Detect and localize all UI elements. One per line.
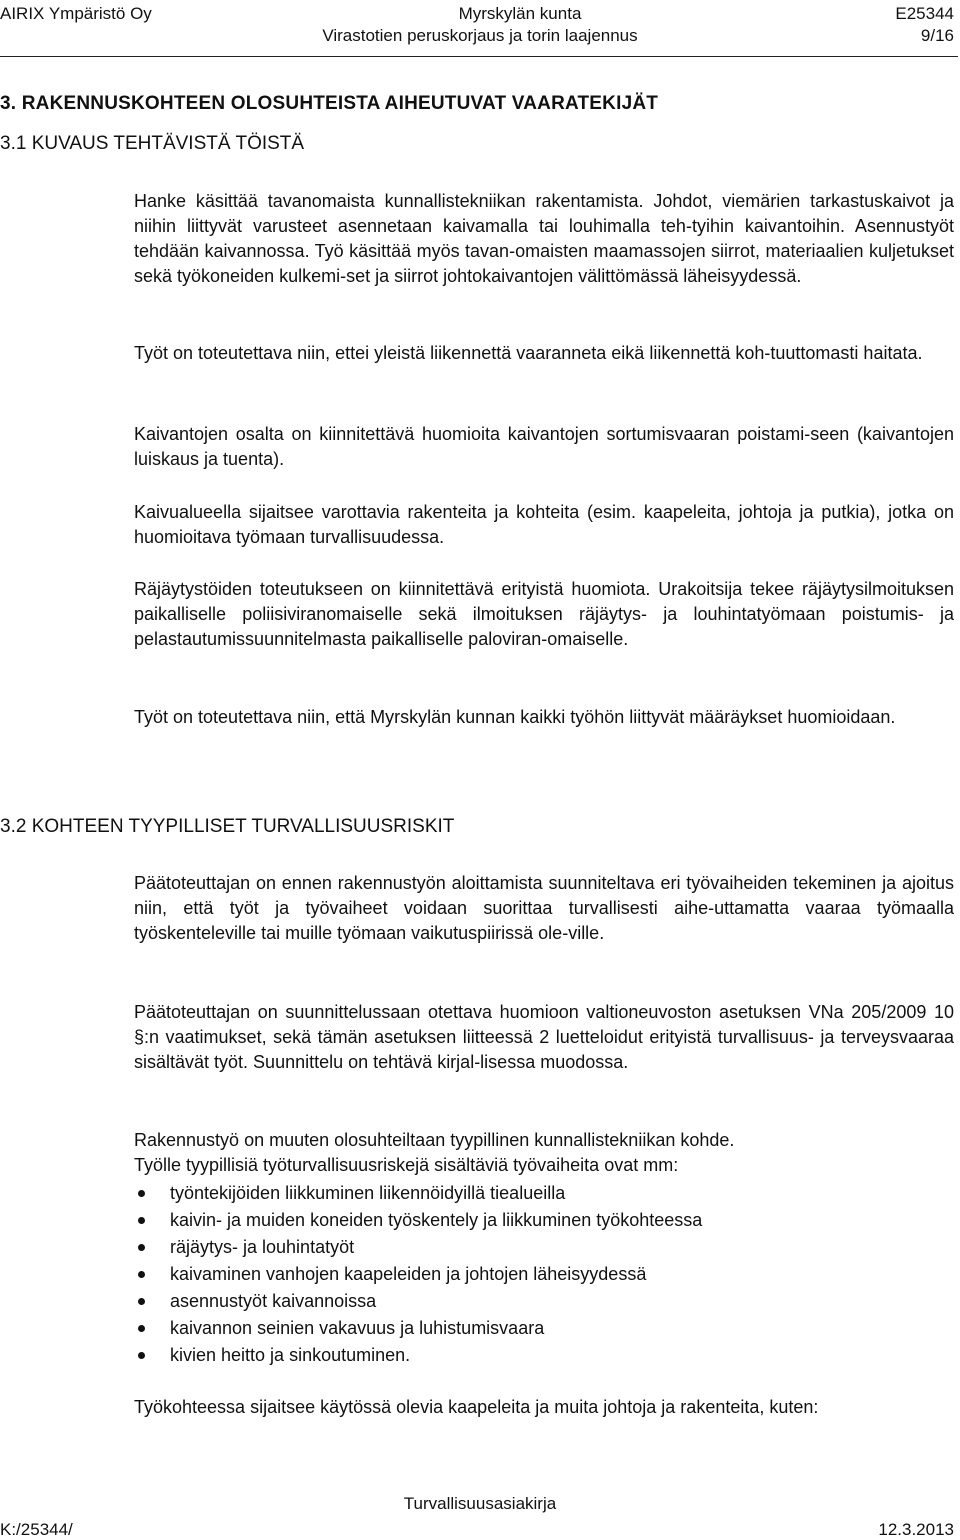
header-page-number: 9/16 bbox=[920, 26, 954, 45]
bullet-icon bbox=[138, 1325, 145, 1332]
list-item: asennustyöt kaivannoissa bbox=[134, 1288, 954, 1315]
risk-list bbox=[134, 1180, 954, 1369]
list-item: kaivin- ja muiden koneiden työskentely ja liikkuminen työkohteessa bbox=[134, 1207, 954, 1234]
header-project-no: E25344 bbox=[895, 4, 954, 23]
bullet-icon bbox=[138, 1352, 145, 1359]
list-item: työntekijöiden liikkuminen liikennöidyillä tiealueilla bbox=[134, 1180, 954, 1207]
footer-doc-title: Turvallisuusasiakirja bbox=[403, 1494, 557, 1513]
header-row-1 bbox=[0, 3, 960, 25]
list-item: kaivannon seinien vakavuus ja luhistumisvaara bbox=[134, 1315, 954, 1342]
footer-date: 12.3.2013 bbox=[878, 1520, 954, 1539]
list-item: kaivaminen vanhojen kaapeleiden ja johtojen läheisyydessä bbox=[134, 1261, 954, 1288]
bullet-icon bbox=[138, 1298, 145, 1305]
section-3-2-paragraph-1: Päätoteuttajan on ennen rakennustyön aloittamista suunniteltava eri työvaiheiden tekeminen ja ajoitus niin, että työt ja työvaiheet voidaan suorittaa turvallisesti aihe-uttamatta vaaraa työmaalla työskenteleville tai muille työmaan vaikutuspiirissä ole-ville. bbox=[134, 873, 954, 943]
header-row-2 bbox=[0, 25, 960, 47]
header-company: AIRIX Ympäristö Oy bbox=[0, 4, 152, 23]
header-project-name: Virastotien peruskorjaus ja torin laajennus bbox=[322, 26, 638, 45]
section-3-1-title: 3.1 KUVAUS TEHTÄVISTÄ TÖISTÄ bbox=[0, 133, 305, 154]
section-3-1-paragraph-1: Hanke käsittää tavanomaista kunnallistekniikan rakentamista. Johdot, viemärien tarkastuskaivot ja niihin liittyvät varusteet asennetaan kaivamalla tai louhimalla teh-tyihin kaivantoihin. Asennustyöt tehdään kaivannossa. Työ käsittää myös tavan-omaisten maamassojen siirrot, materiaalien kuljetukset sekä työkoneiden kulkemi-set ja siirrot johtokaivantojen välittömässä läheisyydessä. bbox=[134, 191, 954, 286]
section-3-2-title: 3.2 KOHTEEN TYYPILLISET TURVALLISUUSRISKIT bbox=[0, 816, 455, 837]
header-client: Myrskylän kunta bbox=[458, 4, 582, 23]
section-3-1-paragraph-2: Työt on toteutettava niin, ettei yleistä liikennettä vaaranneta eikä liikennettä koh-tuuttomasti haitata. bbox=[134, 343, 923, 363]
section-3-title: 3. RAKENNUSKOHTEEN OLOSUHTEISTA AIHEUTUVAT VAARATEKIJÄT bbox=[0, 93, 659, 114]
footer bbox=[0, 1494, 960, 1540]
section-3-2-closing: Työkohteessa sijaitsee käytössä olevia kaapeleita ja muita johtoja ja rakenteita, kuten: bbox=[134, 1397, 819, 1417]
bullet-icon bbox=[138, 1217, 145, 1224]
section-3-1-paragraph-5: Räjäytystöiden toteutukseen on kiinnitettävä erityistä huomiota. Urakoitsija tekee räjäytysilmoituksen paikalliselle poliisiviranomaiselle sekä ilmoituksen räjäytys- ja louhintatyömaan poistumis- ja pelastautumissuunnitelmasta paikalliselle paloviran-omaiselle. bbox=[134, 579, 954, 649]
section-3-2-intro-line-2: Työlle tyypillisiä työturvallisuusriskejä sisältäviä työvaiheita ovat mm: bbox=[134, 1155, 679, 1175]
section-3-1-paragraph-3: Kaivantojen osalta on kiinnitettävä huomioita kaivantojen sortumisvaaran poistami-seen (kaivantojen luiskaus ja tuenta). bbox=[134, 424, 954, 469]
section-3-2-intro bbox=[134, 1128, 954, 1178]
header-divider bbox=[0, 56, 958, 57]
list-item: kivien heitto ja sinkoutuminen. bbox=[134, 1342, 954, 1369]
footer-path: K:/25344/ bbox=[0, 1520, 73, 1539]
section-3-1-paragraph-6: Työt on toteutettava niin, että Myrskylän kunnan kaikki työhön liittyvät määräykset huomioidaan. bbox=[134, 707, 896, 727]
bullet-icon bbox=[138, 1244, 145, 1251]
bullet-icon bbox=[138, 1190, 145, 1197]
section-3-1-paragraph-4: Kaivualueella sijaitsee varottavia rakenteita ja kohteita (esim. kaapeleita, johtoja ja putkia), jotka on huomioitava työmaan turvallisuudessa. bbox=[134, 502, 954, 547]
section-3-2-intro-line-1: Rakennustyö on muuten olosuhteiltaan tyypillinen kunnallistekniikan kohde. bbox=[134, 1130, 735, 1150]
list-item: räjäytys- ja louhintatyöt bbox=[134, 1234, 954, 1261]
section-3-2-paragraph-2: Päätoteuttajan on suunnittelussaan otettava huomioon valtioneuvoston asetuksen VNa 205/2009 10 §:n vaatimukset, sekä tämän asetuksen liitteessä 2 luetteloidut erityistä turvallisuus- ja terveysvaaraa sisältävät työt. Suunnittelu on tehtävä kirjal-lisessa muodossa. bbox=[134, 1002, 954, 1072]
bullet-icon bbox=[138, 1271, 145, 1278]
